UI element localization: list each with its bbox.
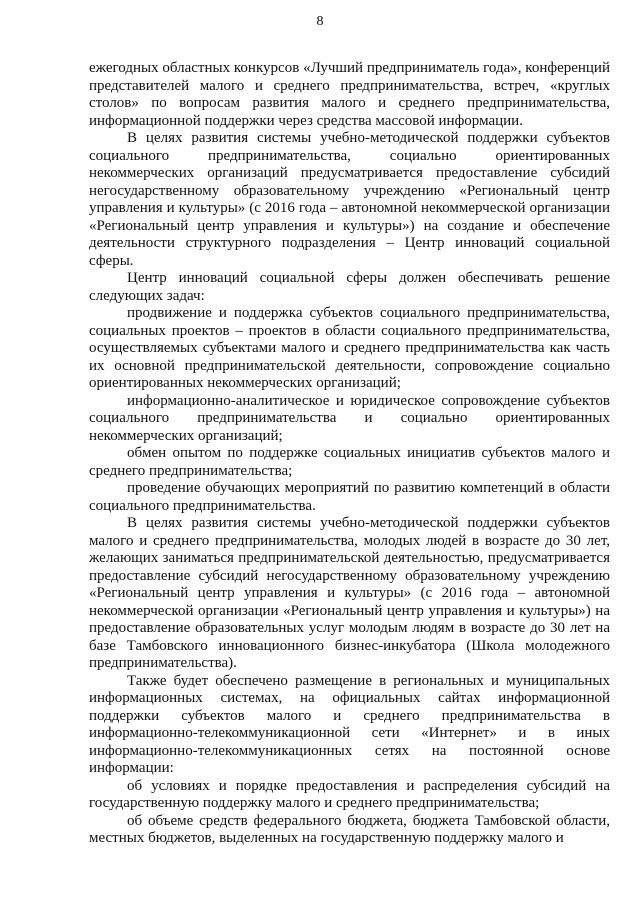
paragraph-9: Также будет обеспечено размещение в региональных и муниципальных информационных системах, на официальных сайтах информационной поддержки субъектов малого и среднего предпринимательства в информационно-телекоммуникационной сети «Интернет» и в иных информационно-телекоммуникационных сетях на постоянной основе информации:: [89, 672, 610, 776]
paragraph-11: об объеме средств федерального бюджета, бюджета Тамбовской области, местных бюджетов, выделенных на государственную поддержку малого и: [89, 812, 610, 846]
paragraph-3: Центр инноваций социальной сферы должен обеспечивать решение следующих задач:: [89, 270, 610, 304]
paragraph-6: обмен опытом по поддержке социальных инициатив субъектов малого и среднего предпринимательства;: [89, 445, 610, 479]
paragraph-1: ежегодных областных конкурсов «Лучший предприниматель года», конференций представителей малого и среднего предпринимательства, встреч, «круглых столов» по вопросам развития малого и среднего предпринимательства, информационной поддержки через средства массовой информации.: [89, 60, 610, 129]
document-body: [89, 60, 610, 848]
paragraph-4: продвижение и поддержка субъектов социального предпринимательства, социальных проектов – проектов в области социального предпринимательства, осуществляемых субъектами малого и среднего предпринимательства как часть их основной предпринимательской деятельности, сопровождение социально ориентированных некоммерческих организаций;: [89, 305, 610, 391]
paragraph-8: В целях развития системы учебно-методической поддержки субъектов малого и среднего предпринимательства, молодых людей в возрасте до 30 лет, желающих заниматься предпринимательской деятельностью, предусматривается предоставление субсидий негосударственному образовательному учреждению «Региональный центр управления и культуры» (с 2016 года – автономной некоммерческой организации «Региональный центр управления и культуры») на предоставление образовательных услуг молодым людям в возрасте до 30 лет на базе Тамбовского инновационного бизнес-инкубатора (Школа молодежного предпринимательства).: [89, 515, 610, 671]
paragraph-10: об условиях и порядке предоставления и распределения субсидий на государственную поддержку малого и среднего предпринимательства;: [89, 777, 610, 811]
paragraph-5: информационно-аналитическое и юридическое сопровождение субъектов социального предпринимательства и социально ориентированных некоммерческих организаций;: [89, 392, 610, 444]
paragraph-2: В целях развития системы учебно-методической поддержки субъектов социального предпринимательства, социально ориентированных некоммерческих организаций предусматривается предоставление субсидий негосударственному образовательному учреждению «Региональный центр управления и культуры» (с 2016 года – автономной некоммерческой организации «Региональный центр управления и культуры») на создание и обеспечение деятельности структурного подразделения – Центр инноваций социальной сферы.: [89, 130, 610, 269]
page-number: 8: [316, 14, 324, 29]
paragraph-7: проведение обучающих мероприятий по развитию компетенций в области социального предпринимательства.: [89, 480, 610, 514]
